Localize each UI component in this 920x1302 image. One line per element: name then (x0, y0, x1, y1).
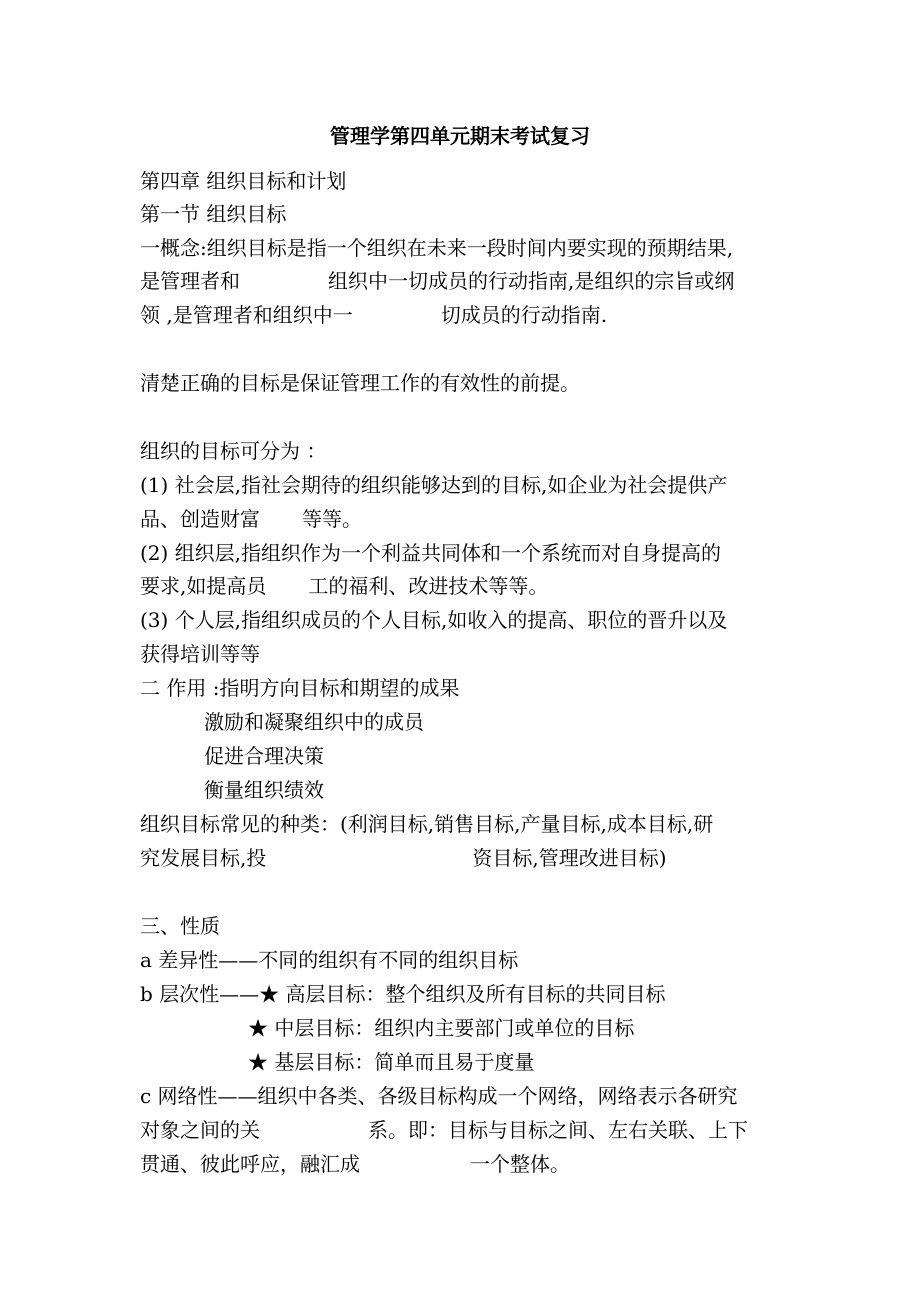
section-heading: 第一节 组织目标 (140, 202, 287, 226)
level-2-line-2-part-b: 工的福利、改进技术等等。 (308, 574, 549, 598)
nature-c-line-2-part-a: 对象之间的关 (140, 1118, 260, 1142)
level-1-line-2 (140, 505, 362, 533)
concept-line-3-part-b: 切成员的行动指南. (440, 303, 608, 327)
nature-b-item-base: ★ 基层目标：简单而且易于度量 (248, 1050, 535, 1074)
types-line-2-part-b: 资目标,管理改进目标) (472, 846, 667, 870)
functions-heading: 二 作用 :指明方向目标和期望的成果 (140, 676, 460, 700)
level-1-line-2-part-a: 品、创造财富 (140, 507, 260, 531)
function-item: 衡量组织绩效 (204, 778, 324, 802)
levels-intro: 组织的目标可分为 ： (140, 439, 327, 463)
nature-c-line-2 (140, 1116, 748, 1144)
nature-b-item-mid: ★ 中层目标：组织内主要部门或单位的目标 (248, 1016, 635, 1040)
nature-b-item-high: ★ 高层目标：整个组织及所有目标的共同目标 (259, 982, 666, 1006)
nature-c-line-3-part-b: 一个整体。 (470, 1152, 570, 1176)
level-3-line-1: (3) 个人层,指组织成员的个人目标,如收入的提高、职位的晋升以及 (140, 608, 728, 632)
function-item: 激励和凝聚组织中的成员 (204, 710, 424, 734)
document-title: 管理学第四单元期末考试复习 (330, 124, 590, 148)
level-1-line-2-part-b: 等等。 (302, 507, 362, 531)
concept-line-2 (140, 267, 734, 295)
nature-b-prefix: b 层次性—— (140, 982, 260, 1006)
nature-heading: 三、性质 (140, 914, 220, 938)
function-item: 促进合理决策 (204, 744, 324, 768)
level-1-line-1: (1) 社会层,指社会期待的组织能够达到的目标,如企业为社会提供产 (140, 473, 728, 497)
types-line-1: 组织目标常见的种类：(利润目标,销售目标,产量目标,成本目标,研 (140, 812, 714, 836)
types-line-2 (140, 844, 667, 872)
premise-text: 清楚正确的目标是保证管理工作的有效性的前提。 (140, 371, 580, 395)
concept-line-1: 一概念:组织目标是指一个组织在未来一段时间内要实现的预期结果, (140, 236, 734, 260)
level-3-line-2: 获得培训等等 (140, 642, 260, 666)
types-line-2-part-a: 究发展目标,投 (140, 846, 267, 870)
nature-c-line-2-part-b: 系。即：目标与目标之间、左右关联、上下 (368, 1118, 748, 1142)
nature-c-line-3-part-a: 贯通、彼此呼应，融汇成 (140, 1152, 360, 1176)
concept-line-2-part-b: 组织中一切成员的行动指南,是组织的宗旨或纲 (328, 269, 735, 293)
nature-c-line-1: c 网络性——组织中各类、各级目标构成一个网络，网络表示各研究 (140, 1084, 738, 1108)
concept-line-3-part-a: 领 ,是管理者和组织中一 (140, 303, 353, 327)
concept-line-3 (140, 301, 607, 329)
level-2-line-2-part-a: 要求,如提高员 (140, 574, 267, 598)
nature-b (140, 980, 666, 1008)
level-2-line-1: (2) 组织层,指组织作为一个利益共同体和一个系统而对自身提高的 (140, 541, 722, 565)
chapter-heading: 第四章 组织目标和计划 (140, 169, 347, 193)
concept-line-2-part-a: 是管理者和 (140, 269, 240, 293)
nature-a: a 差异性——不同的组织有不同的组织目标 (140, 948, 519, 972)
nature-c-line-3 (140, 1150, 570, 1178)
level-2-line-2 (140, 572, 548, 600)
